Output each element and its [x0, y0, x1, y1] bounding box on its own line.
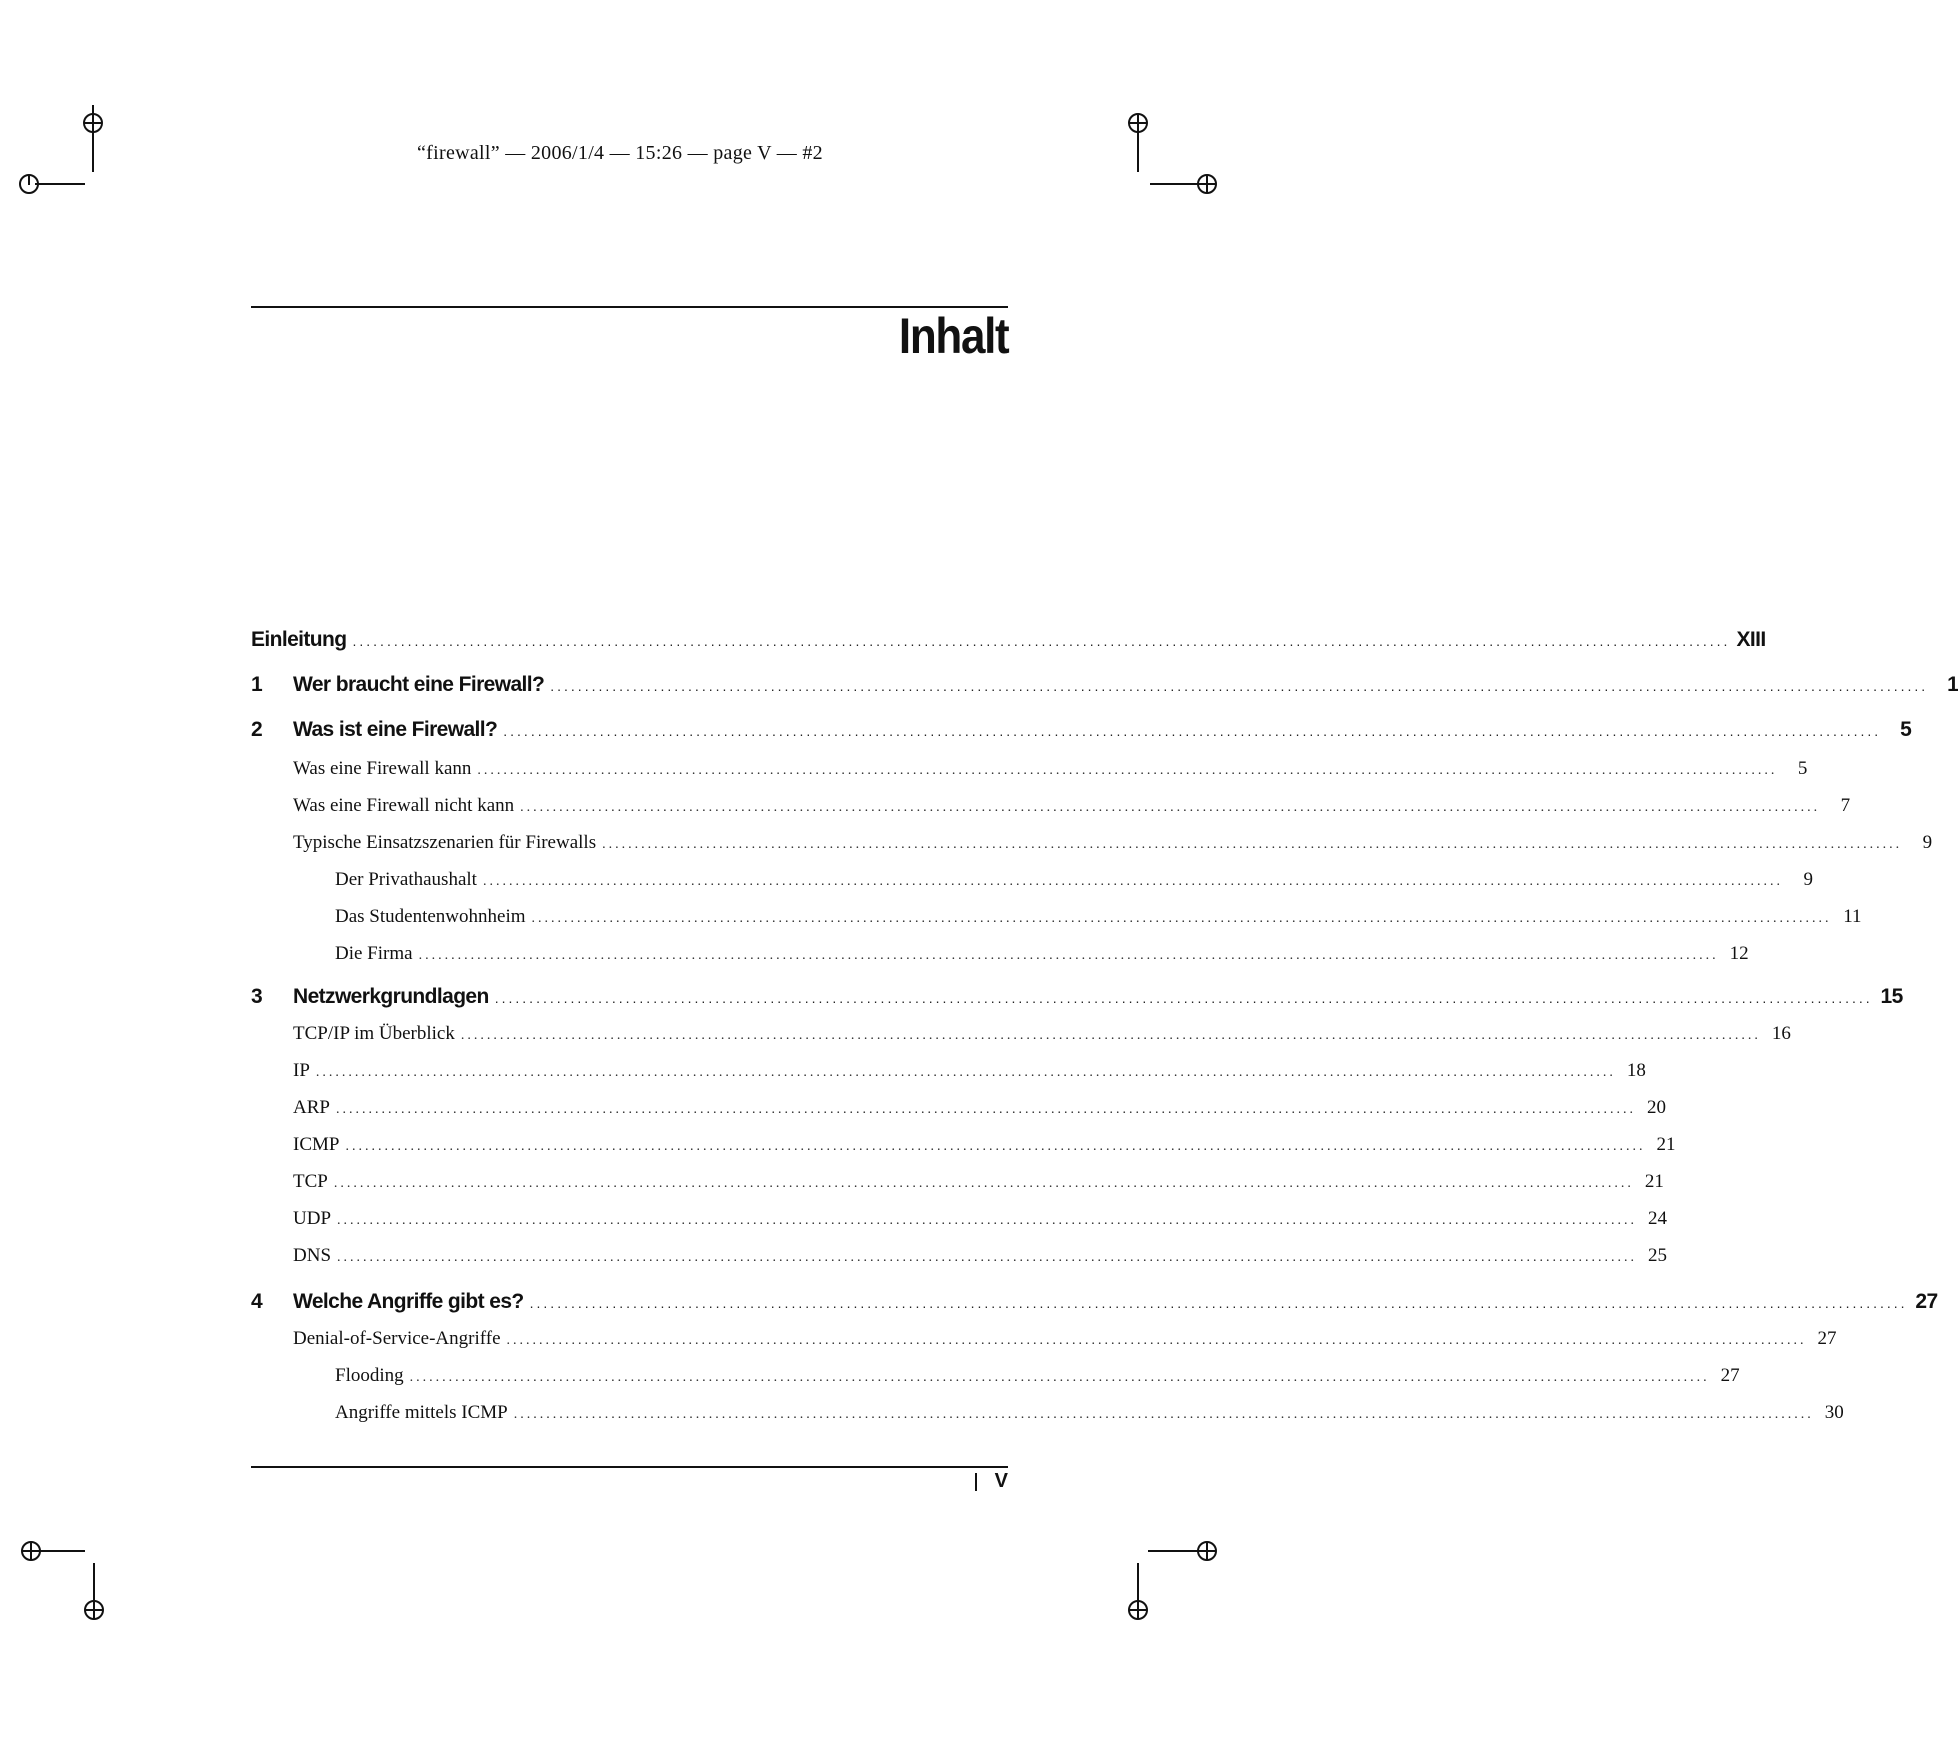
toc-entry-title: Flooding	[335, 1365, 404, 1386]
toc-entry-title: TCP	[293, 1171, 328, 1192]
toc-page-number: 11	[1843, 906, 1862, 927]
toc-leader-dots: ........................................................................................................................................................................................................	[503, 723, 1882, 739]
toc-page-number: 30	[1824, 1402, 1844, 1423]
toc-entry[interactable]	[251, 1171, 1664, 1203]
toc-page-number: 5	[1900, 718, 1912, 741]
toc-leader-dots: ........................................................................................................................................................................................................	[513, 1407, 1814, 1422]
toc-entry[interactable]	[251, 943, 1749, 975]
toc-leader-dots: ........................................................................................................................................................................................................	[337, 1250, 1638, 1265]
toc-page-number: 12	[1729, 943, 1749, 964]
toc-leader-dots: ........................................................................................................................................................................................................	[315, 1065, 1616, 1080]
toc-entry-title: Der Privathaushalt	[335, 869, 477, 890]
toc-entry[interactable]	[251, 758, 1808, 790]
toc-leader-dots: ........................................................................................................................................................................................................	[352, 633, 1731, 649]
toc-chapter-number: 2	[251, 718, 263, 741]
toc-page-number: 15	[1880, 985, 1903, 1008]
toc-page-number: 18	[1626, 1060, 1646, 1081]
toc-entry-title: TCP/IP im Überblick	[293, 1023, 455, 1044]
page-title: Inhalt	[898, 308, 1008, 364]
toc-leader-dots: ........................................................................................................................................................................................................	[531, 911, 1832, 926]
toc-entry[interactable]	[251, 1023, 1791, 1055]
toc-page-number: 27	[1817, 1328, 1837, 1349]
toc-entry[interactable]	[251, 1365, 1740, 1397]
toc-entry-title: Welche Angriffe gibt es?	[293, 1290, 524, 1313]
toc-entry-title: Angriffe mittels ICMP	[335, 1402, 508, 1423]
toc-page-number: 21	[1644, 1171, 1664, 1192]
toc-entry[interactable]	[251, 1060, 1646, 1092]
page-folio	[975, 1470, 1008, 1493]
toc-leader-dots: ........................................................................................................................................................................................................	[550, 678, 1929, 694]
toc-leader-dots: ........................................................................................................................................................................................................	[529, 1295, 1908, 1311]
toc-leader-dots: ........................................................................................................................................................................................................	[520, 800, 1821, 815]
toc-page-number: 20	[1646, 1097, 1666, 1118]
toc-page-number: 9	[1922, 832, 1933, 853]
toc-leader-dots: ........................................................................................................................................................................................................	[335, 1102, 1636, 1117]
toc-entry-title: IP	[293, 1060, 310, 1081]
toc-page-number: 27	[1915, 1290, 1938, 1313]
toc-page-number: 9	[1803, 869, 1813, 890]
bottom-rule	[251, 1466, 1008, 1468]
toc-entry[interactable]	[251, 673, 1958, 705]
toc-entry[interactable]	[251, 795, 1851, 827]
toc-leader-dots: ........................................................................................................................................................................................................	[409, 1370, 1710, 1385]
toc-entry-title: Die Firma	[335, 943, 413, 964]
toc-entry[interactable]	[251, 718, 1912, 750]
toc-leader-dots: ........................................................................................................................................................................................................	[482, 874, 1783, 889]
toc-leader-dots: ........................................................................................................................................................................................................	[418, 948, 1719, 963]
toc-entry[interactable]	[251, 1097, 1666, 1129]
toc-leader-dots: ........................................................................................................................................................................................................	[494, 990, 1873, 1006]
toc-entry[interactable]	[251, 1328, 1837, 1360]
toc-page-number: 25	[1648, 1245, 1668, 1266]
toc-chapter-number: 4	[251, 1290, 263, 1313]
toc-entry-title: Was eine Firewall nicht kann	[293, 795, 515, 816]
toc-entry[interactable]	[251, 906, 1862, 938]
toc-chapter-number: 1	[251, 673, 263, 696]
toc-entry-title: ICMP	[293, 1134, 340, 1155]
toc-leader-dots: ........................................................................................................................................................................................................	[602, 837, 1903, 852]
toc-entry-title: Netzwerkgrundlagen	[293, 985, 489, 1008]
toc-entry-title: UDP	[293, 1208, 332, 1229]
toc-leader-dots: ........................................................................................................................................................................................................	[460, 1028, 1761, 1043]
toc-page-number: 21	[1656, 1134, 1676, 1155]
toc-entry-title: Einleitung	[251, 628, 347, 651]
toc-page-number: 27	[1720, 1365, 1740, 1386]
toc-entry-title: Denial-of-Service-Angriffe	[293, 1328, 501, 1349]
toc-page-number: 7	[1840, 795, 1851, 816]
toc-entry[interactable]	[251, 869, 1813, 901]
toc-entry-title: Das Studentenwohnheim	[335, 906, 526, 927]
toc-leader-dots: ........................................................................................................................................................................................................	[345, 1139, 1646, 1154]
proof-header: “firewall” — 2006/1/4 — 15:26 — page V — #2	[417, 142, 823, 164]
folio-number: V	[994, 1470, 1008, 1492]
toc-entry-title: DNS	[293, 1245, 332, 1266]
toc-entry[interactable]	[251, 1290, 1938, 1322]
toc-entry[interactable]	[251, 1134, 1676, 1166]
toc-entry[interactable]	[251, 1402, 1844, 1434]
toc-entry-title: Typische Einsatzszenarien für Firewalls	[293, 832, 597, 853]
toc-entry-title: Wer braucht eine Firewall?	[293, 673, 545, 696]
toc-page-number: 24	[1648, 1208, 1668, 1229]
toc-page-number: 1	[1947, 673, 1958, 696]
toc-entry[interactable]	[251, 832, 1933, 864]
toc-leader-dots: ........................................................................................................................................................................................................	[506, 1333, 1807, 1348]
toc-entry-title: Was ist eine Firewall?	[293, 718, 498, 741]
toc-entry[interactable]	[251, 628, 1766, 660]
crop-mark-bottom-left-icon	[10, 1525, 110, 1625]
folio-separator	[975, 1473, 977, 1491]
toc-page-number: 16	[1771, 1023, 1791, 1044]
toc-entry[interactable]	[251, 1208, 1668, 1240]
top-rule	[251, 306, 1008, 308]
toc-entry[interactable]	[251, 1245, 1668, 1277]
crop-mark-bottom-right-icon	[1120, 1525, 1220, 1625]
toc-entry-title: ARP	[293, 1097, 330, 1118]
toc-leader-dots: ........................................................................................................................................................................................................	[333, 1176, 1634, 1191]
toc-leader-dots: ........................................................................................................................................................................................................	[337, 1213, 1638, 1228]
toc-leader-dots: ........................................................................................................................................................................................................	[477, 763, 1778, 778]
toc-entry-title: Was eine Firewall kann	[293, 758, 472, 779]
toc-chapter-number: 3	[251, 985, 263, 1008]
toc-page-number: 5	[1797, 758, 1808, 779]
toc-entry[interactable]	[251, 985, 1903, 1017]
toc-page-number: XIII	[1736, 628, 1766, 651]
